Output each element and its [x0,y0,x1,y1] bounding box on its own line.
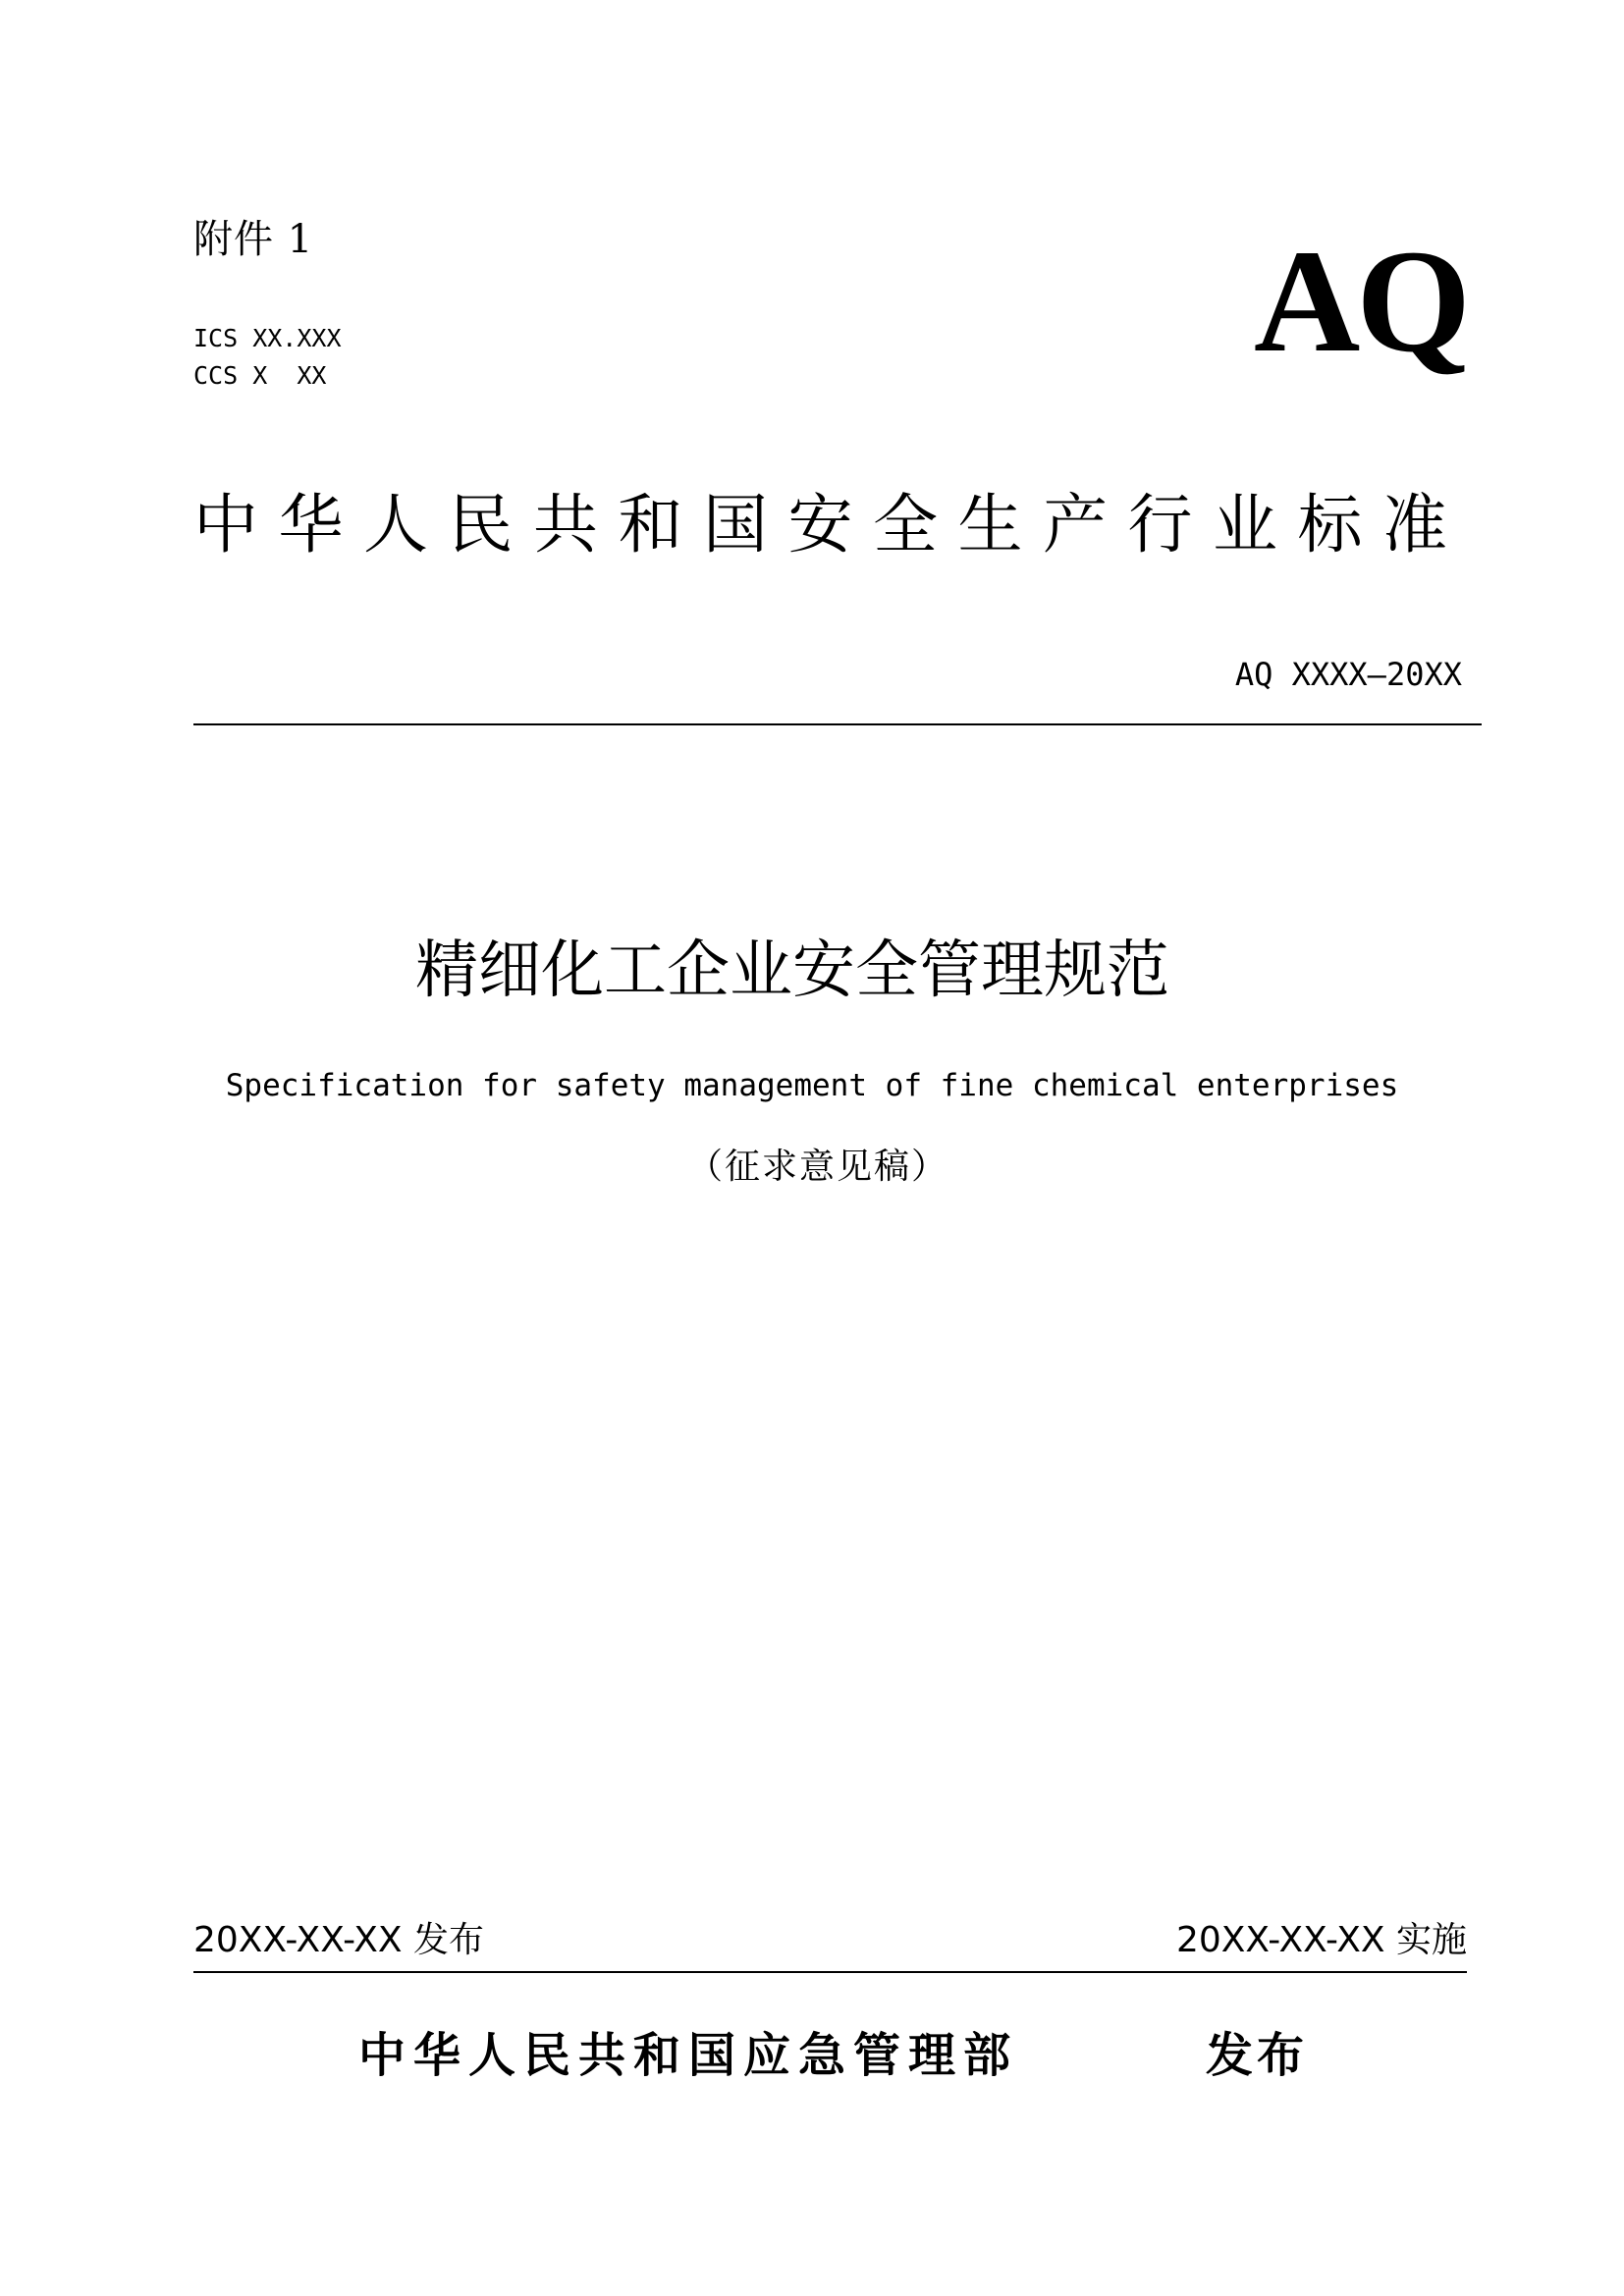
document-title-text: 精细化工企业安全管理规范 [415,934,1169,1007]
ics-code: ICS XX.XXX [193,324,342,352]
ccs-code: CCS X XX [193,361,327,390]
standard-category-title: 中华人民共和国安全生产行业标准 [193,487,1468,562]
footer-divider [193,1971,1467,1973]
draft-status [0,1139,1624,1189]
release-date: 20XX-XX-XX 发布 [193,1920,485,1960]
standard-number: AQ XXXX—20XX [1234,656,1462,693]
aq-logo: AQ [1254,220,1467,383]
document-title [0,934,1624,1007]
header-divider [193,723,1482,725]
effective-date: 20XX-XX-XX 实施 [1175,1920,1467,1960]
issuing-authority: 中华人民共和国应急管理部 [358,2028,1019,2083]
issue-label: 发布 [1206,2028,1309,2083]
english-title: Specification for safety management of fine chemical enterprises [225,1068,1399,1103]
attachment-label: 附件 1 [193,217,314,262]
draft-status-text: （征求意见稿） [686,1147,948,1187]
